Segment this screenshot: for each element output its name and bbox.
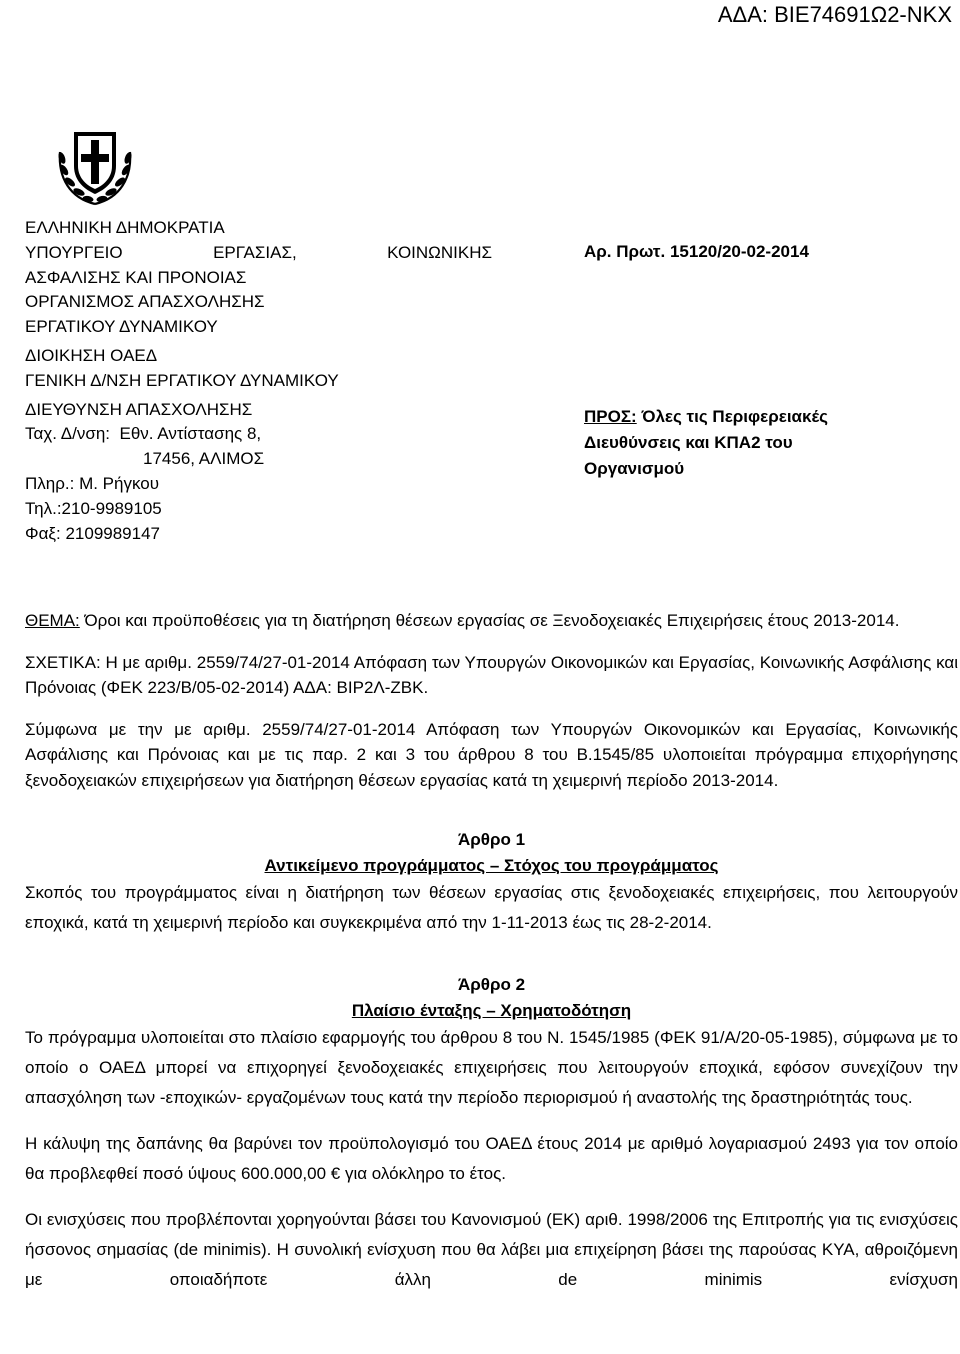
directorate: ΔΙΕΥΘΥΝΣΗ ΑΠΑΣΧΟΛΗΣΗΣ [25, 399, 253, 419]
article-2-paragraph-2: Η κάλυψη της δαπάνης θα βαρύνει τον προϋπολογισμό του ΟΑΕΔ έτους 2014 με αριθμό λογαριασμού 2493 για τον οποίο θα προβλεφθεί ποσό ύψους 600.000,00 € για ολόκληρο το έτος. [25, 1134, 958, 1183]
article-1-title: Αντικείμενο προγράμματος – Στόχος του προγράμματος [264, 855, 719, 875]
organization-line-2: ΕΡΓΑΤΙΚΟΥ ΔΥΝΑΜΙΚΟΥ [25, 317, 218, 337]
general-directorate: ΓΕΝΙΚΗ Δ/ΝΣΗ ΕΡΓΑΤΙΚΟΥ ΔΥΝΑΜΙΚΟΥ [25, 370, 339, 390]
related-reference: ΣΧΕΤΙΚΑ: Η με αριθμ. 2559/74/27-01-2014 Απόφαση των Υπουργών Οικονομικών και Εργασίας, Κοινωνικής Ασφάλισης και Πρόνοιας (ΦΕΚ 223/Β/05-02-2014) ΑΔΑ: ΒΙΡ2Λ-ΖΒΚ. [25, 652, 958, 697]
subject [25, 608, 958, 634]
republic-name: ΕΛΛΗΝΙΚΗ ΔΗΜΟΚΡΑΤΙΑ [25, 218, 225, 237]
greek-coat-of-arms-icon [52, 122, 138, 208]
subject-text: Όροι και προϋποθέσεις για τη διατήρηση θέσεων εργασίας σε Ξενοδοχειακές Επιχειρήσεις έτους 2013-2014. [79, 611, 900, 630]
address-street: Εθν. Αντίστασης 8, [119, 424, 262, 444]
address-city: 17456, ΑΛΙΜΟΣ [143, 449, 265, 469]
intro-paragraph: Σύμφωνα με την με αριθμ. 2559/74/27-01-2014 Απόφαση των Υπουργών Οικονομικών και Εργασίας, Κοινωνικής Ασφάλισης και Πρόνοιας και με τις παρ. 2 και 3 του άρθρου 8 του Β.1545/85 υλοποιείται πρόγραμμα επιχορήγησης ξενοδοχειακών επιχειρήσεων για διατήρηση θέσεων εργασίας κατά τη χειμερινή περίοδο 2013-2014. [25, 719, 958, 790]
article-2-number: Άρθρο 2 [457, 975, 526, 994]
subject-label: ΘΕΜΑ: [25, 611, 80, 630]
document-body [25, 608, 958, 1295]
address-label: Ταχ. Δ/νση: [25, 424, 111, 444]
administration: ΔΙΟΙΚΗΣΗ ΟΑΕΔ [25, 345, 158, 365]
issuer-header [25, 216, 495, 546]
recipient-line-1: Όλες τις Περιφερειακές [641, 407, 828, 426]
protocol-number: Αρ. Πρωτ. 15120/20-02-2014 [584, 242, 809, 261]
article-1-number: Άρθρο 1 [457, 830, 526, 849]
contact-person: Πληρ.: Μ. Ρήγκου [25, 473, 160, 493]
fax: Φαξ: 2109989147 [25, 523, 160, 543]
ada-code: ΑΔΑ: ΒΙΕ74691Ω2-ΝΚΧ [717, 2, 952, 27]
ministry-line [25, 241, 492, 266]
article-2-paragraph-1: Το πρόγραμμα υλοποιείται στο πλαίσιο εφαρμογής του άρθρου 8 του Ν. 1545/1985 (ΦΕΚ 91/Α/20-05-1985), σύμφωνα με το οποίο ο ΟΑΕΔ μπορεί να επιχορηγεί ξενοδοχειακές επιχειρήσεις που λειτουργούν εποχικά, εφόσον συνεχίζουν την απασχόληση των -εποχικών- εργαζομένων τους κατά την περίοδο περιορισμού ή αναστολής της δραστηριότητάς τους. [25, 1028, 958, 1107]
article-1-text: Σκοπός του προγράμματος είναι η διατήρηση των θέσεων εργασίας στις ξενοδοχειακές επιχειρήσεις, που λειτουργούν εποχικά, κατά τη χειμερινή περίοδο και συγκεκριμένα από την 1-11-2013 έως τις 28-2-2014. [25, 883, 958, 932]
ministry-word-3: ΚΟΙΝΩΝΙΚΗΣ [387, 242, 492, 262]
recipient-label: ΠΡΟΣ: [584, 407, 637, 426]
article-2-title: Πλαίσιο ένταξης – Χρηματοδότηση [351, 1000, 632, 1020]
ministry-line-2: ΑΣΦΑΛΙΣΗΣ ΚΑΙ ΠΡΟΝΟΙΑΣ [25, 267, 247, 287]
ministry-word-1: ΥΠΟΥΡΓΕΙΟ [25, 242, 123, 262]
organization-line-1: ΟΡΓΑΝΙΣΜΟΣ ΑΠΑΣΧΟΛΗΣΗΣ [25, 292, 265, 312]
recipient-line-2: Διευθύνσεις και ΚΠΑ2 του [584, 433, 793, 452]
article-2-paragraph-3: Οι ενισχύσεις που προβλέπονται χορηγούνται βάσει του Κανονισμού (ΕΚ) αριθ. 1998/2006 της Επιτροπής για τις ενισχύσεις ήσσονος σημασίας (de minimis). Η συνολική ενίσχυση που θα λάβει μια επιχείρηση βάσει της παρούσας ΚΥΑ, αθροιζόμενη με οποιαδήποτε άλλη de minimis ενίσχυση [25, 1210, 958, 1289]
recipient-block [584, 404, 828, 482]
address-line [25, 422, 495, 447]
phone: Τηλ.:210-9989105 [25, 498, 162, 518]
ministry-word-2: ΕΡΓΑΣΙΑΣ, [213, 242, 297, 262]
recipient-line-3: Οργανισμού [584, 459, 685, 478]
